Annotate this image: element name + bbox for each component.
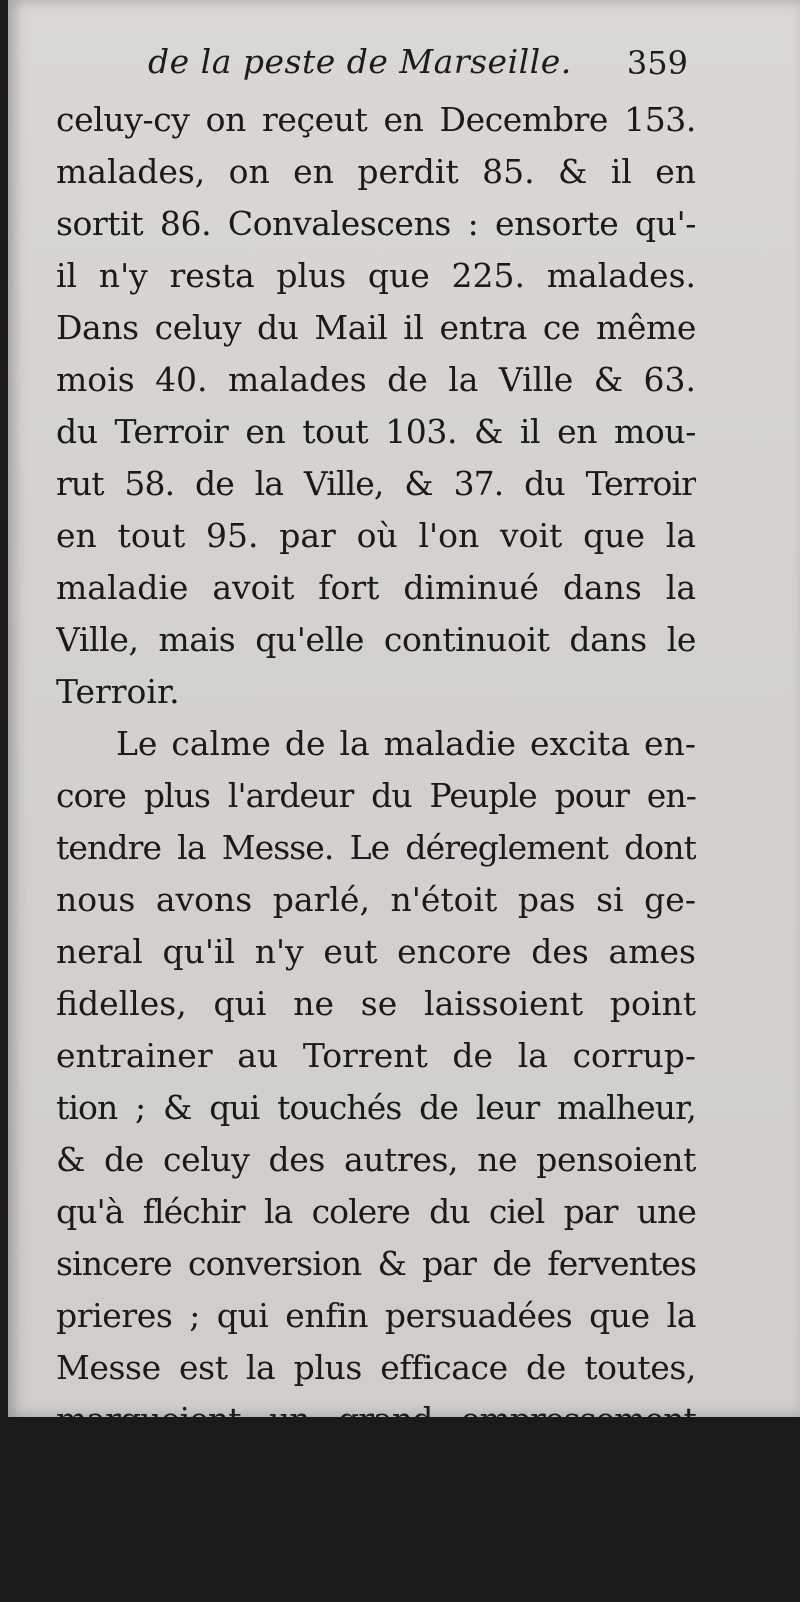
text-line: en tout 95. par où l'on voit que la <box>56 516 696 555</box>
text-line: entrainer au Torrent de la corrup- <box>56 1036 696 1075</box>
text-line: d'assister à ce saint Sacrifice. Mr. <box>56 1452 696 1491</box>
text-line: core plus l'ardeur du Peuple pour en- <box>56 776 696 815</box>
text-line: Ville, mais qu'elle continuoit dans le <box>56 620 696 659</box>
text-line: Le calme de la maladie excita en- <box>116 724 696 763</box>
text-line: du Terroir en tout 103. & il en mou- <box>56 412 696 451</box>
text-line: Messe est la plus efficace de toutes, <box>56 1348 696 1387</box>
running-head <box>68 42 688 92</box>
text-line: maladie avoit fort diminué dans la <box>56 568 696 607</box>
text-line: qu'à fléchir la colere du ciel par une <box>56 1192 696 1231</box>
text-line: & de celuy des autres, ne pensoient <box>56 1140 696 1179</box>
text-line: davantage de contenter la devotion <box>56 1556 696 1595</box>
text-line: Dans celuy du Mail il entra ce même <box>56 308 696 347</box>
text-line: l'Evêque ne crût pas devoir differer <box>56 1504 696 1543</box>
text-line: celuy-cy on reçeut en Decembre 153. <box>56 100 696 139</box>
text-line: mois 40. malades de la Ville & 63. <box>56 360 696 399</box>
text-line: marquoient un grand empressement <box>56 1400 696 1439</box>
book-page <box>8 0 800 1595</box>
text-line: sincere conversion & par de ferventes <box>56 1244 696 1283</box>
text-line: nous avons parlé, n'étoit pas si ge- <box>56 880 696 919</box>
body-text <box>56 94 696 1602</box>
text-line: prieres ; qui enfin persuadées que la <box>56 1296 696 1335</box>
text-line: fidelles, qui ne se laissoient point <box>56 984 696 1023</box>
text-line: neral qu'il n'y eut encore des ames <box>56 932 696 971</box>
text-line: rut 58. de la Ville, & 37. du Terroir <box>56 464 696 503</box>
text-line: tendre la Messe. Le déreglement dont <box>56 828 696 867</box>
text-line: tion ; & qui touchés de leur malheur, <box>56 1088 696 1127</box>
text-line: malades, on en perdit 85. & il en <box>56 152 696 191</box>
page-number: 359 <box>626 44 688 82</box>
running-title: de la peste de Marseille. <box>148 42 572 81</box>
text-line: il n'y resta plus que 225. malades. <box>56 256 696 295</box>
text-line: sortit 86. Convalescens : ensorte qu'- <box>56 204 696 243</box>
text-line: Terroir. <box>56 672 180 711</box>
